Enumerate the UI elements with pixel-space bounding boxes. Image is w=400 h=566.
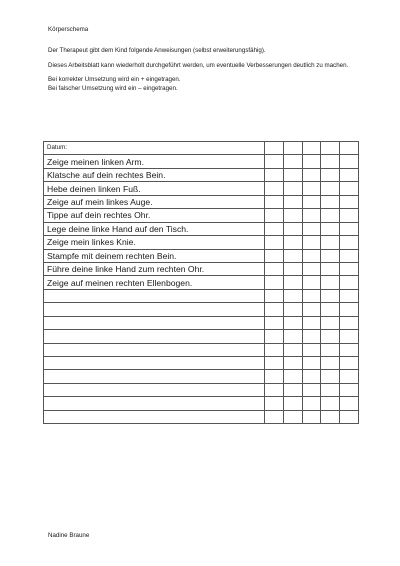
score-cell[interactable] (321, 303, 340, 316)
table-row (44, 262, 359, 275)
instruction-cell (44, 357, 265, 370)
score-cell[interactable] (303, 343, 321, 356)
score-cell[interactable] (284, 222, 303, 235)
table-row (44, 316, 359, 329)
table-row (44, 182, 359, 195)
instructions (48, 47, 363, 99)
author-name: Nadine Braune (48, 532, 90, 539)
instruction-cell (44, 343, 265, 356)
score-cell[interactable] (303, 155, 321, 168)
score-cell[interactable] (284, 316, 303, 329)
score-cell[interactable] (340, 236, 359, 249)
score-cell[interactable] (265, 262, 284, 275)
score-cell[interactable] (321, 289, 340, 302)
score-cell[interactable] (321, 168, 340, 181)
instruction-cell: Lege deine linke Hand auf den Tisch. (44, 222, 265, 235)
score-cell[interactable] (284, 410, 303, 423)
instruction-cell: Tippe auf dein rechtes Ohr. (44, 209, 265, 222)
score-cell[interactable] (265, 195, 284, 208)
score-cell[interactable] (265, 357, 284, 370)
score-cell[interactable] (321, 182, 340, 195)
table-row (44, 168, 359, 181)
score-cell[interactable] (340, 303, 359, 316)
instruction-cell (44, 289, 265, 302)
score-cell[interactable] (303, 383, 321, 396)
score-cell[interactable] (340, 357, 359, 370)
score-cell[interactable] (303, 168, 321, 181)
instruction-cell: Klatsche auf dein rechtes Bein. (44, 168, 265, 181)
score-cell[interactable] (303, 410, 321, 423)
score-cell[interactable] (303, 316, 321, 329)
score-cell[interactable] (265, 330, 284, 343)
score-cell[interactable] (284, 262, 303, 275)
scoring-rule-correct: Bei korrekter Umsetzung wird ein + eingetragen. (48, 76, 181, 84)
score-cell[interactable] (303, 262, 321, 275)
score-cell[interactable] (284, 236, 303, 249)
score-cell[interactable] (303, 222, 321, 235)
score-cell[interactable] (303, 236, 321, 249)
score-cell[interactable] (265, 276, 284, 289)
table-row (44, 303, 359, 316)
instruction-cell: Führe deine linke Hand zum rechten Ohr. (44, 262, 265, 275)
instruction-text: Dieses Arbeitsblatt kann wiederholt durchgeführt werden, um eventuelle Verbesserungen deutlich zu machen. (48, 61, 349, 69)
table-row (44, 155, 359, 168)
score-cell[interactable] (265, 370, 284, 383)
scoring-rule-incorrect: Bei falscher Umsetzung wird ein – eingetragen. (48, 84, 178, 92)
score-cell[interactable] (284, 249, 303, 262)
score-cell[interactable] (340, 397, 359, 410)
score-cell[interactable] (303, 370, 321, 383)
score-cell[interactable] (321, 222, 340, 235)
score-cell[interactable] (265, 316, 284, 329)
table-row (44, 249, 359, 262)
instruction-cell (44, 383, 265, 396)
table-row (44, 222, 359, 235)
score-cell[interactable] (284, 142, 303, 155)
instruction-cell: Zeige auf meinen rechten Ellenbogen. (44, 276, 265, 289)
instruction-table (43, 141, 359, 424)
table-row (44, 276, 359, 289)
instruction-cell: Stampfe mit deinem rechten Bein. (44, 249, 265, 262)
score-cell[interactable] (340, 249, 359, 262)
score-cell[interactable] (321, 330, 340, 343)
score-cell[interactable] (265, 142, 284, 155)
table-row (44, 397, 359, 410)
table-row (44, 289, 359, 302)
score-cell[interactable] (265, 209, 284, 222)
date-row (44, 142, 359, 155)
instruction-cell (44, 410, 265, 423)
score-cell[interactable] (303, 195, 321, 208)
table-row (44, 195, 359, 208)
score-cell[interactable] (265, 168, 284, 181)
score-cell[interactable] (284, 168, 303, 181)
score-cell[interactable] (284, 155, 303, 168)
score-cell[interactable] (284, 397, 303, 410)
score-cell[interactable] (265, 236, 284, 249)
instruction-cell (44, 330, 265, 343)
score-cell[interactable] (321, 195, 340, 208)
score-cell[interactable] (284, 209, 303, 222)
score-cell[interactable] (321, 357, 340, 370)
score-cell[interactable] (284, 195, 303, 208)
score-cell[interactable] (321, 370, 340, 383)
score-cell[interactable] (284, 343, 303, 356)
score-cell[interactable] (340, 195, 359, 208)
score-cell[interactable] (265, 383, 284, 396)
instruction-cell (44, 303, 265, 316)
score-cell[interactable] (321, 236, 340, 249)
score-cell[interactable] (340, 276, 359, 289)
score-cell[interactable] (340, 155, 359, 168)
score-cell[interactable] (340, 182, 359, 195)
score-cell[interactable] (340, 262, 359, 275)
table-row (44, 343, 359, 356)
score-cell[interactable] (303, 330, 321, 343)
score-cell[interactable] (321, 343, 340, 356)
score-cell[interactable] (321, 316, 340, 329)
score-cell[interactable] (265, 343, 284, 356)
score-cell[interactable] (303, 357, 321, 370)
instruction-cell: Zeige mein linkes Knie. (44, 236, 265, 249)
document-title: Körperschema (48, 26, 89, 33)
score-cell[interactable] (303, 142, 321, 155)
score-cell[interactable] (340, 142, 359, 155)
instruction-text: Der Therapeut gibt dem Kind folgende Anweisungen (selbst erweiterungsfähig). (48, 47, 266, 54)
score-cell[interactable] (303, 209, 321, 222)
table-row (44, 209, 359, 222)
score-cell[interactable] (340, 343, 359, 356)
score-cell[interactable] (340, 222, 359, 235)
score-cell[interactable] (321, 142, 340, 155)
score-cell[interactable] (340, 383, 359, 396)
score-cell[interactable] (265, 222, 284, 235)
instruction-cell (44, 370, 265, 383)
table-row (44, 383, 359, 396)
score-cell[interactable] (265, 289, 284, 302)
date-label: Datum: (44, 142, 265, 155)
score-cell[interactable] (284, 276, 303, 289)
score-cell[interactable] (303, 397, 321, 410)
table-row (44, 357, 359, 370)
score-cell[interactable] (284, 182, 303, 195)
score-cell[interactable] (284, 289, 303, 302)
score-cell[interactable] (284, 370, 303, 383)
score-cell[interactable] (303, 182, 321, 195)
score-cell[interactable] (284, 383, 303, 396)
score-cell[interactable] (321, 209, 340, 222)
score-cell[interactable] (303, 249, 321, 262)
score-cell[interactable] (340, 289, 359, 302)
score-cell[interactable] (340, 410, 359, 423)
score-cell[interactable] (321, 410, 340, 423)
score-cell[interactable] (265, 182, 284, 195)
score-cell[interactable] (340, 370, 359, 383)
score-cell[interactable] (321, 397, 340, 410)
score-cell[interactable] (265, 397, 284, 410)
table-row (44, 236, 359, 249)
score-cell[interactable] (265, 155, 284, 168)
score-cell[interactable] (321, 276, 340, 289)
table-row (44, 410, 359, 423)
instruction-cell: Zeige meinen linken Arm. (44, 155, 265, 168)
instruction-cell (44, 316, 265, 329)
score-cell[interactable] (284, 303, 303, 316)
score-cell[interactable] (265, 249, 284, 262)
score-cell[interactable] (303, 303, 321, 316)
score-cell[interactable] (321, 155, 340, 168)
score-cell[interactable] (321, 383, 340, 396)
score-cell[interactable] (340, 168, 359, 181)
score-cell[interactable] (303, 276, 321, 289)
instruction-cell: Hebe deinen linken Fuß. (44, 182, 265, 195)
score-cell[interactable] (321, 249, 340, 262)
table-row (44, 370, 359, 383)
score-cell[interactable] (265, 303, 284, 316)
score-cell[interactable] (340, 330, 359, 343)
table-row (44, 330, 359, 343)
instruction-cell: Zeige auf mein linkes Auge. (44, 195, 265, 208)
score-cell[interactable] (303, 289, 321, 302)
score-cell[interactable] (284, 357, 303, 370)
score-cell[interactable] (340, 316, 359, 329)
instruction-cell (44, 397, 265, 410)
score-cell[interactable] (284, 330, 303, 343)
score-cell[interactable] (265, 410, 284, 423)
score-cell[interactable] (340, 209, 359, 222)
score-cell[interactable] (321, 262, 340, 275)
